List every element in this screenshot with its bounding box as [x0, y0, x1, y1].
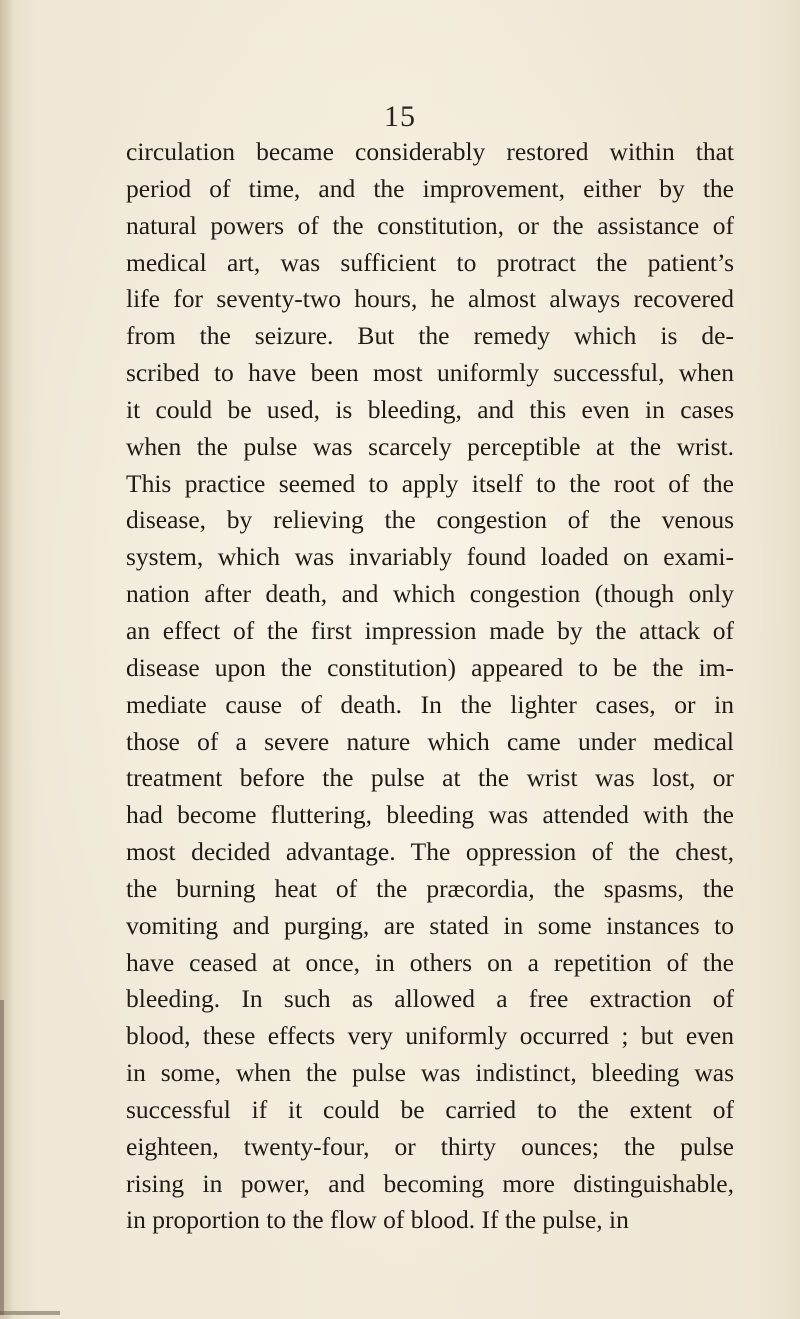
text-line: the burning heat of the præcordia, the spasms, the	[126, 873, 734, 903]
text-line: nation after death, and which congestion (though only	[126, 579, 734, 609]
text-line: when the pulse was scarcely perceptible at the wrist.	[126, 431, 734, 461]
text-line: most decided advantage. The oppression of the chest,	[126, 837, 734, 867]
text-line: it could be used, is bleeding, and this even in cases	[126, 394, 734, 424]
text-line: mediate cause of death. In the lighter cases, or in	[126, 689, 734, 719]
text-line: had become fluttering, bleeding was attended with the	[126, 800, 734, 830]
text-line: an effect of the first impression made by the attack of	[126, 615, 734, 645]
text-line: in some, when the pulse was indistinct, bleeding was	[126, 1058, 734, 1088]
text-line: eighteen, twenty-four, or thirty ounces; the pulse	[126, 1131, 734, 1161]
text-line: disease upon the constitution) appeared to be the im-	[126, 652, 734, 682]
text-line: scribed to have been most uniformly successful, when	[126, 358, 734, 388]
text-line: from the seizure. But the remedy which is de-	[126, 321, 734, 351]
body-text	[126, 134, 734, 1239]
text-line: successful if it could be carried to the extent of	[126, 1094, 734, 1124]
text-line: those of a severe nature which came under medical	[126, 726, 734, 756]
text-line: vomiting and purging, are stated in some instances to	[126, 910, 734, 940]
text-line: have ceased at once, in others on a repetition of the	[126, 947, 734, 977]
text-line: This practice seemed to apply itself to the root of the	[126, 468, 734, 498]
text-line: treatment before the pulse at the wrist was lost, or	[126, 763, 734, 793]
text-line: period of time, and the improvement, either by the	[126, 173, 734, 203]
page-edge-mark	[0, 1000, 4, 1315]
text-line: bleeding. In such as allowed a free extraction of	[126, 984, 734, 1014]
text-line: system, which was invariably found loaded on exami-	[126, 542, 734, 572]
page-edge-mark-bottom	[0, 1311, 60, 1315]
text-line: disease, by relieving the congestion of the venous	[126, 505, 734, 535]
text-line: blood, these effects very uniformly occurred ; but even	[126, 1021, 734, 1051]
page-number: 15	[384, 100, 416, 133]
text-line: natural powers of the constitution, or the assistance of	[126, 210, 734, 240]
text-line: life for seventy-two hours, he almost always recovered	[126, 284, 734, 314]
text-line: rising in power, and becoming more distinguishable,	[126, 1168, 734, 1198]
text-line: circulation became considerably restored within that	[126, 137, 734, 166]
text-line: medical art, was sufficient to protract the patient’s	[126, 247, 734, 277]
text-line: in proportion to the flow of blood. If the pulse, in	[126, 1205, 629, 1235]
